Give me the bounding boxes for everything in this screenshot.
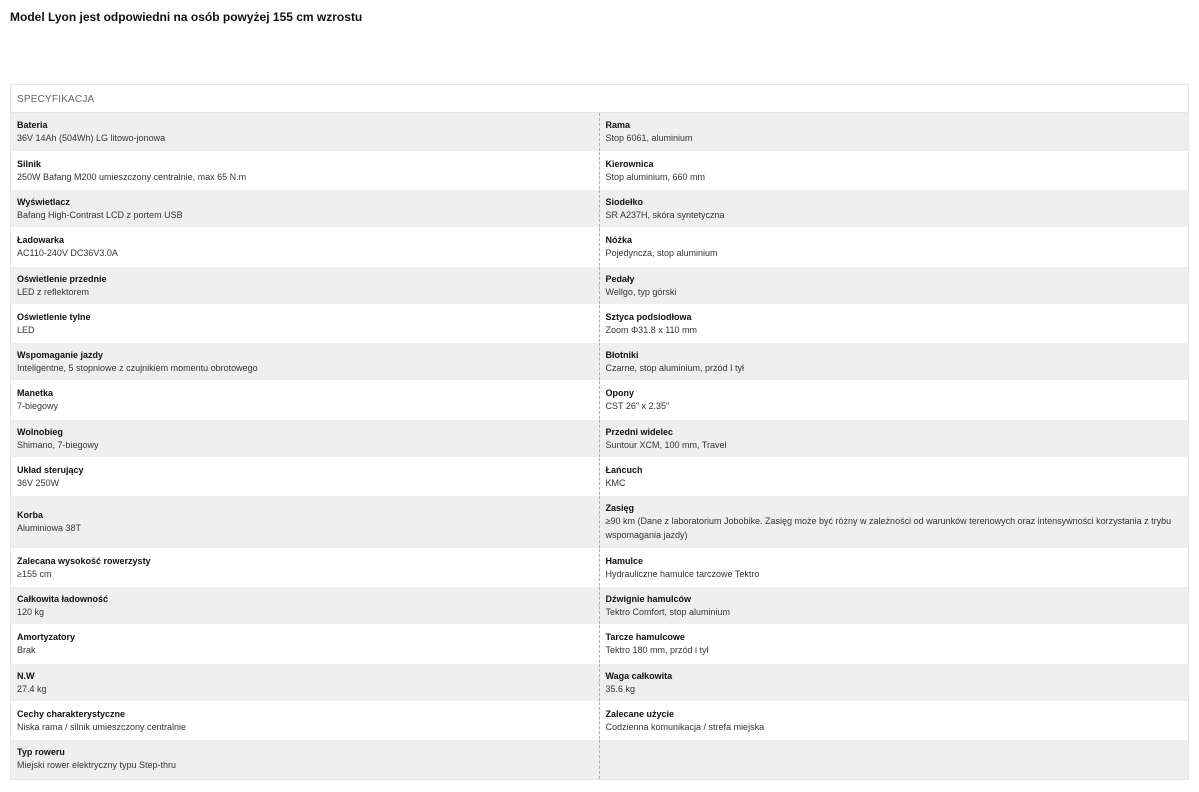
spec-name: Zalecane użycie — [605, 709, 675, 719]
spec-name: Całkowita ładowność — [17, 594, 109, 604]
spec-cell-right — [600, 625, 1189, 663]
spec-value: Hydrauliczne hamulce tarczowe Tektro — [605, 569, 760, 579]
spec-row — [11, 267, 1188, 305]
spec-row — [11, 740, 1188, 779]
spec-cell-right — [600, 549, 1189, 586]
spec-cell-right — [600, 228, 1189, 266]
spec-cell-right — [600, 458, 1189, 495]
spec-value: LED — [17, 325, 35, 335]
spec-row — [11, 549, 1188, 587]
spec-row — [11, 496, 1188, 549]
specification-header: SPECYFIKACJA — [11, 85, 1188, 113]
spec-cell-left — [11, 381, 600, 419]
spec-cell-left — [11, 228, 600, 266]
spec-cell-left — [11, 113, 600, 151]
spec-value: Tektro Comfort, stop aluminium — [605, 607, 731, 617]
spec-row — [11, 343, 1188, 381]
spec-value: Shimano, 7-biegowy — [17, 440, 99, 450]
spec-name: Zasięg — [605, 503, 635, 513]
spec-value: 250W Bafang M200 umieszczony centralnie, max 65 N.m — [17, 172, 247, 182]
spec-cell-right — [600, 113, 1189, 151]
specification-table — [10, 84, 1189, 780]
spec-value: 120 kg — [17, 607, 45, 617]
spec-cell-left — [11, 496, 600, 548]
spec-value: AC110-240V DC36V3.0A — [17, 248, 118, 258]
spec-cell-left — [11, 625, 600, 663]
spec-name: Amortyzatory — [17, 632, 76, 642]
spec-name: Cechy charakterystyczne — [17, 709, 126, 719]
spec-value: Pojedyncza, stop aluminium — [605, 248, 718, 258]
spec-name: Wyświetlacz — [17, 197, 70, 207]
spec-name: Manetka — [17, 388, 54, 398]
spec-value: Zoom Φ31.8 x 110 mm — [605, 325, 698, 335]
spec-cell-left — [11, 152, 600, 189]
spec-row — [11, 190, 1188, 228]
spec-row — [11, 152, 1188, 190]
spec-cell-left — [11, 458, 600, 495]
spec-cell-left — [11, 267, 600, 304]
spec-name: Nóżka — [605, 235, 633, 245]
spec-name: Wolnobieg — [17, 427, 63, 437]
spec-cell-right — [600, 305, 1189, 342]
spec-name: Oświetlenie tylne — [17, 312, 91, 322]
spec-value: Brak — [17, 645, 36, 655]
page-title: Model Lyon jest odpowiedni na osób powyżej 155 cm wzrostu — [10, 10, 363, 24]
spec-value: Bafang High-Contrast LCD z portem USB — [17, 210, 183, 220]
spec-row — [11, 458, 1188, 496]
spec-value: Miejski rower elektryczny typu Step-thru — [17, 760, 177, 770]
spec-name: N.W — [17, 671, 35, 681]
spec-cell-right — [600, 740, 1189, 779]
spec-cell-right — [600, 267, 1189, 304]
spec-value: SR A237H, skóra syntetyczna — [605, 210, 725, 220]
spec-name: Siodełko — [605, 197, 644, 207]
spec-cell-left — [11, 740, 600, 779]
spec-name: Silnik — [17, 159, 42, 169]
spec-row — [11, 305, 1188, 343]
spec-name: Hamulce — [605, 556, 644, 566]
spec-cell-left — [11, 549, 600, 586]
spec-value: Stop aluminium, 660 mm — [605, 172, 706, 182]
spec-name: Opony — [605, 388, 634, 398]
spec-name: Ładowarka — [17, 235, 65, 245]
spec-cell-right — [600, 381, 1189, 419]
spec-cell-right — [600, 343, 1189, 380]
spec-name: Zalecana wysokość rowerzysty — [17, 556, 151, 566]
spec-name: Pedały — [605, 274, 635, 284]
spec-name: Łańcuch — [605, 465, 643, 475]
spec-cell-left — [11, 587, 600, 624]
spec-name: Bateria — [17, 120, 48, 130]
spec-cell-right — [600, 664, 1189, 701]
spec-cell-right — [600, 496, 1189, 548]
spec-cell-right — [600, 420, 1189, 457]
spec-cell-left — [11, 702, 600, 739]
spec-value: KMC — [605, 478, 626, 488]
spec-row — [11, 625, 1188, 664]
spec-value: 36V 14Ah (504Wh) LG litowo-jonowa — [17, 133, 166, 143]
spec-name: Tarcze hamulcowe — [605, 632, 685, 642]
spec-row — [11, 228, 1188, 267]
spec-value: ≥155 cm — [17, 569, 52, 579]
spec-cell-left — [11, 190, 600, 227]
spec-name: Dźwignie hamulców — [605, 594, 692, 604]
spec-value: Czarne, stop aluminium, przód I tył — [605, 363, 745, 373]
spec-value: 36V 250W — [17, 478, 60, 488]
spec-value: Suntour XCM, 100 mm, Travel — [605, 440, 727, 450]
spec-cell-right — [600, 190, 1189, 227]
spec-name: Układ sterujący — [17, 465, 84, 475]
spec-name: Typ roweru — [17, 747, 65, 757]
spec-value: Inteligentne, 5 stopniowe z czujnikiem momentu obrotowego — [17, 363, 258, 373]
specification-rows — [11, 113, 1188, 779]
spec-name: Błotniki — [605, 350, 639, 360]
spec-row — [11, 381, 1188, 420]
spec-value: ≥90 km (Dane z laboratorium Jobobike. Zasięg może być różny w zależności od warunków terenowych oraz intensywności korzystania z trybu wspomagania jazdy) — [605, 516, 1172, 540]
spec-cell-right — [600, 702, 1189, 739]
spec-row — [11, 587, 1188, 625]
spec-name: Wspomaganie jazdy — [17, 350, 104, 360]
spec-value: 7-biegowy — [17, 401, 59, 411]
spec-cell-left — [11, 343, 600, 380]
spec-cell-left — [11, 664, 600, 701]
spec-name: Rama — [605, 120, 631, 130]
spec-row — [11, 113, 1188, 152]
spec-value: Stop 6061, aluminium — [605, 133, 693, 143]
spec-row — [11, 664, 1188, 702]
spec-name: Waga całkowita — [605, 671, 673, 681]
spec-value: Niska rama / silnik umieszczony centralnie — [17, 722, 187, 732]
spec-row — [11, 420, 1188, 458]
spec-value: 35.6 kg — [605, 684, 636, 694]
spec-cell-left — [11, 305, 600, 342]
spec-value: Codzienna komunikacja / strefa miejska — [605, 722, 765, 732]
spec-cell-left — [11, 420, 600, 457]
spec-name: Sztyca podsiodłowa — [605, 312, 692, 322]
spec-value: CST 26" x 2.35" — [605, 401, 670, 411]
spec-value: Aluminiowa 38T — [17, 523, 82, 533]
spec-value: 27.4 kg — [17, 684, 47, 694]
spec-name: Przedni widelec — [605, 427, 674, 437]
spec-name: Oświetlenie przednie — [17, 274, 107, 284]
spec-name: Kierownica — [605, 159, 654, 169]
spec-cell-right — [600, 587, 1189, 624]
spec-cell-right — [600, 152, 1189, 189]
spec-value: LED z reflektorem — [17, 287, 90, 297]
spec-value: Wellgo, typ górski — [605, 287, 677, 297]
spec-value: Tektro 180 mm, przód i tył — [605, 645, 709, 655]
spec-row — [11, 702, 1188, 740]
spec-name: Korba — [17, 510, 44, 520]
